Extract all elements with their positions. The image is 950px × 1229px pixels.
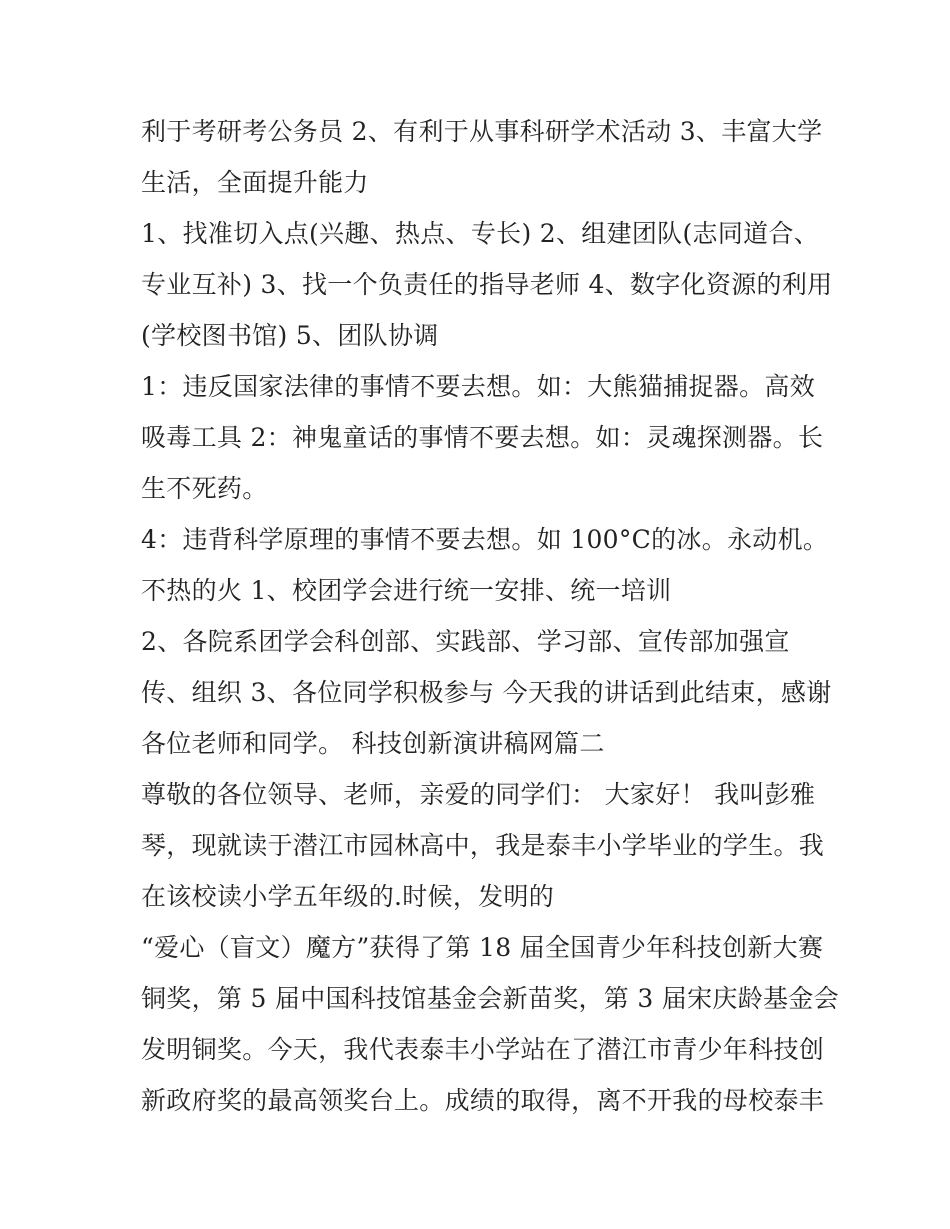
text-line: 生不死药。 [141,474,268,503]
text-line: “爱心（盲文）魔方”获得了第 18 届全国青少年科技创新大赛 [141,933,824,962]
text-line: 琴，现就读于潜江市园林高中，我是泰丰小学毕业的学生。我 [141,831,825,860]
text-line: 各位老师和同学。 科技创新演讲稿网篇二 [141,729,605,758]
text-line: (学校图书馆) 5、团队协调 [141,321,439,350]
text-line: 专业互补) 3、找一个负责任的指导老师 4、数字化资源的利用 [141,270,833,299]
text-line: 尊敬的各位领导、老师，亲爱的同学们： 大家好！ 我叫彭雅 [141,780,816,809]
text-line: 4：违背科学原理的事情不要去想。如 100°C的冰。永动机。 [141,525,829,554]
text-line: 吸毒工具 2：神鬼童话的事情不要去想。如：灵魂探测器。长 [141,423,824,452]
text-line: 生活，全面提升能力 [141,168,369,197]
text-line: 不热的火 1、校团学会进行统一安排、统一培训 [141,576,672,605]
text-line: 利于考研考公务员 2、有利于从事科研学术活动 3、丰富大学 [141,117,823,146]
text-line: 1：违反国家法律的事情不要去想。如：大熊猫捕捉器。高效 [141,372,816,401]
text-line: 1、找准切入点(兴趣、热点、专长) 2、组建团队(志同道合、 [141,219,820,248]
text-line: 发明铜奖。今天，我代表泰丰小学站在了潜江市青少年科技创 [141,1035,825,1064]
text-line: 2、各院系团学会科创部、实践部、学习部、宣传部加强宣 [141,627,790,656]
document-body [141,106,839,1126]
text-line: 铜奖，第 5 届中国科技馆基金会新苗奖，第 3 届宋庆龄基金会 [141,984,839,1013]
text-line: 传、组织 3、各位同学积极参与 今天我的讲话到此结束，感谢 [141,678,832,707]
text-line: 在该校读小学五年级的.时候，发明的 [141,882,555,911]
text-line: 新政府奖的最高领奖台上。成绩的取得，离不开我的母校泰丰 [141,1086,825,1115]
